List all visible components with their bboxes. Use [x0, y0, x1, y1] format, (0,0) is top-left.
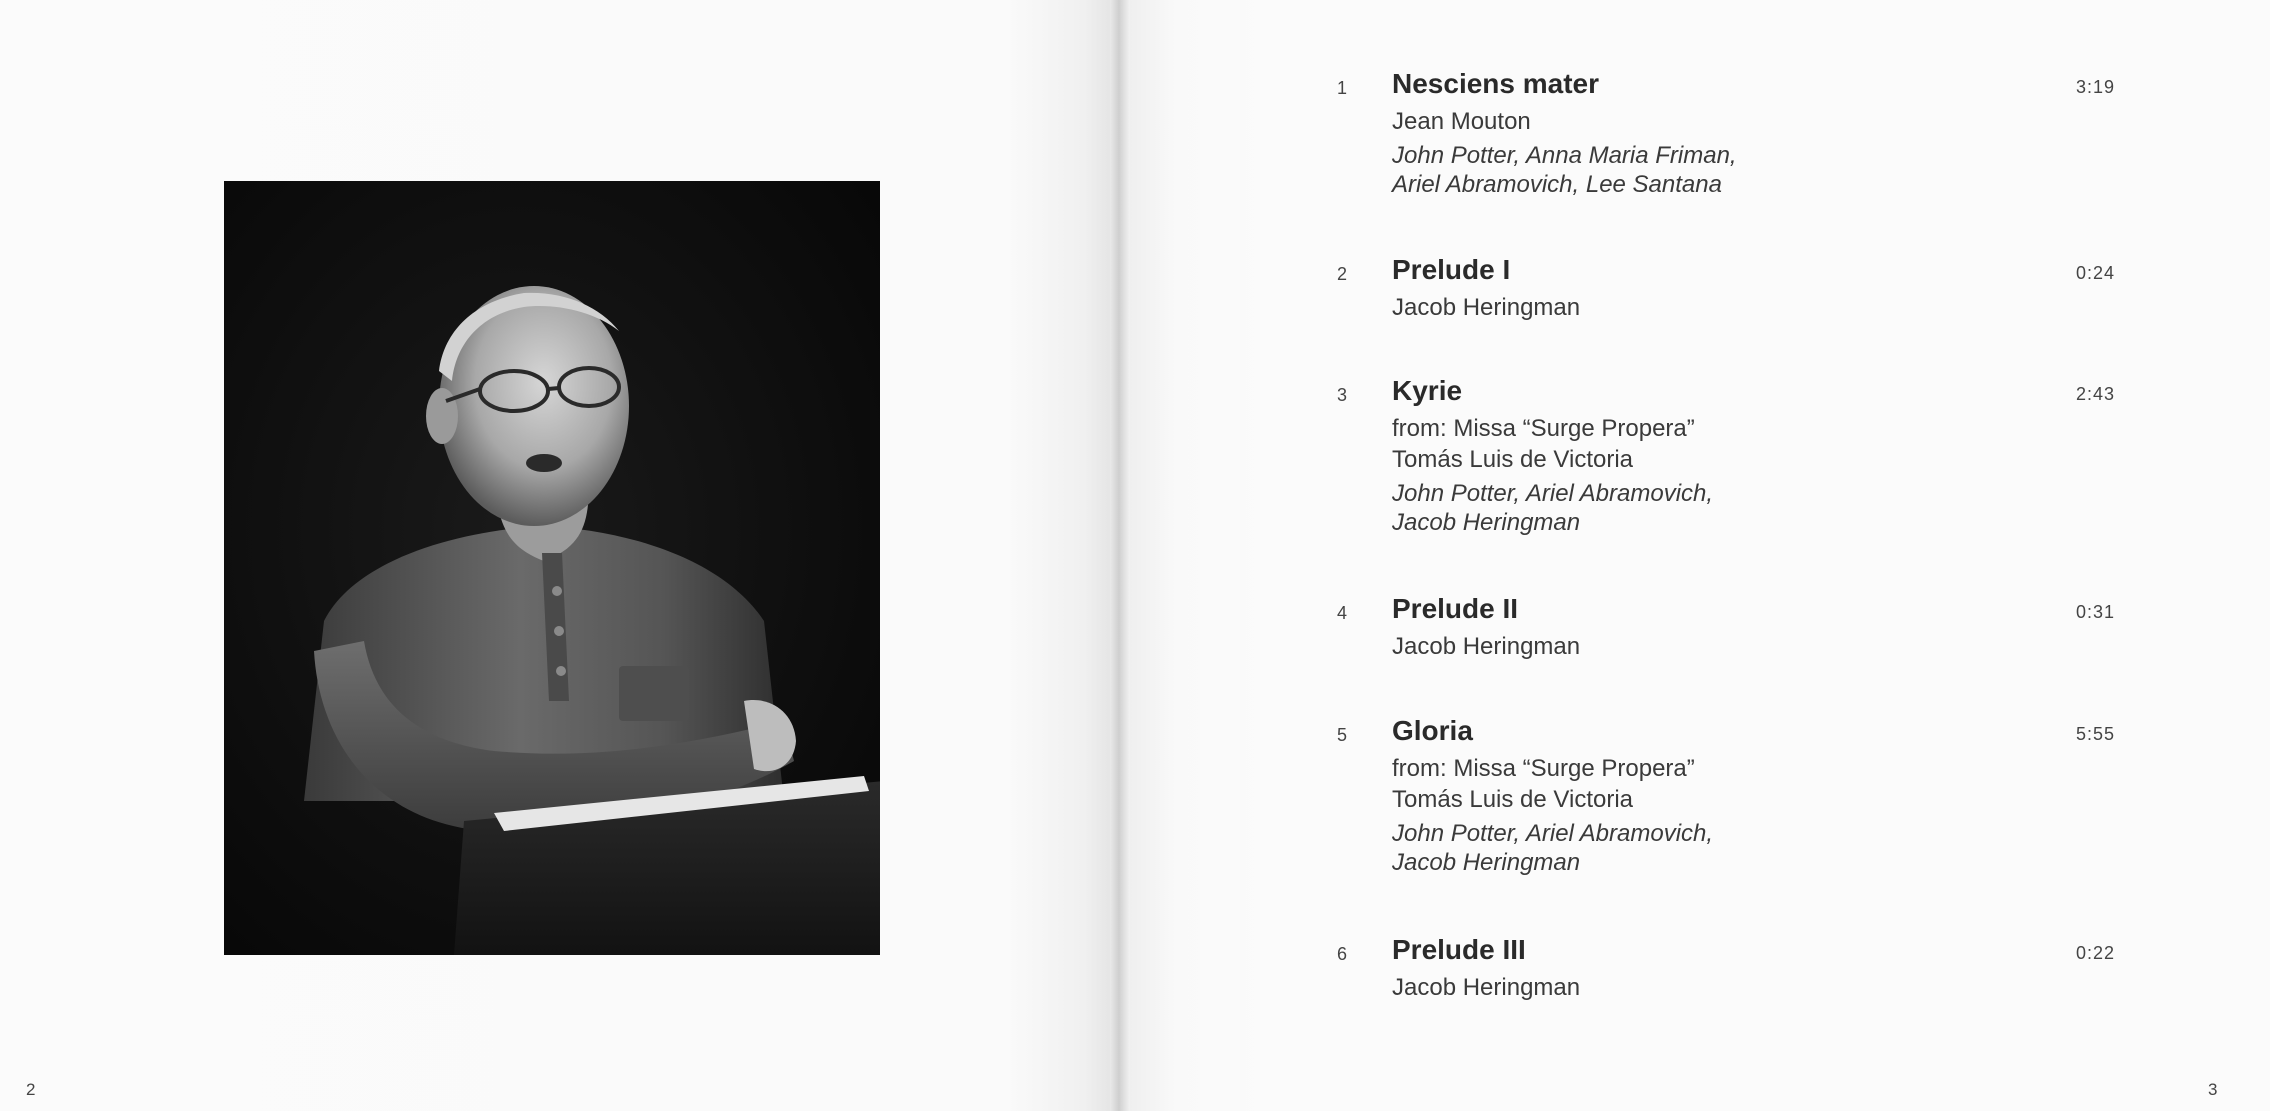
track-performers [1392, 141, 1737, 199]
track-duration: 0:22 [2076, 943, 2116, 963]
track-credit-line: from: Missa “Surge Propera” [1392, 415, 1695, 442]
page-number-left: 2 [26, 1080, 36, 1099]
track-performer-line: Jacob Heringman [1392, 509, 1581, 536]
track-details [1392, 753, 1713, 877]
track-performer-line: John Potter, Anna Maria Friman, [1392, 142, 1737, 169]
track-number: 1 [1336, 78, 1347, 98]
track-duration: 0:24 [2076, 263, 2116, 283]
track-credit-line: from: Missa “Surge Propera” [1392, 755, 1695, 782]
track-credit-line: Jean Mouton [1392, 108, 1531, 135]
track-title: Kyrie [1392, 375, 1463, 406]
track-number: 2 [1336, 264, 1347, 284]
track-performer-line: Jacob Heringman [1392, 849, 1581, 876]
book-gutter [1110, 0, 1130, 1111]
track-duration: 3:19 [2076, 77, 2116, 97]
track-number: 6 [1336, 944, 1347, 964]
track-details [1392, 631, 1580, 662]
track-title: Prelude I [1392, 254, 1511, 285]
track-number: 5 [1336, 725, 1347, 745]
track-title: Prelude II [1392, 593, 1519, 624]
track-number: 3 [1336, 385, 1347, 405]
portrait-photo [224, 181, 880, 955]
track-duration: 2:43 [2076, 384, 2116, 404]
left-page [0, 0, 1118, 1111]
page-number-right: 3 [2208, 1080, 2218, 1099]
track-title: Nesciens mater [1392, 68, 1600, 99]
track-details [1392, 413, 1713, 537]
track-title: Gloria [1392, 715, 1473, 746]
track-number: 4 [1336, 603, 1347, 623]
portrait-photo-image [224, 181, 880, 955]
track-performers [1392, 479, 1713, 537]
track-credit-line: Jacob Heringman [1392, 294, 1581, 321]
track-performer-line: John Potter, Ariel Abramovich, [1392, 480, 1714, 507]
track-details [1392, 972, 1580, 1003]
track-duration: 0:31 [2076, 602, 2116, 622]
track-details [1392, 292, 1580, 323]
track-credit-line: Tomás Luis de Victoria [1392, 446, 1634, 473]
track-title: Prelude III [1392, 934, 1526, 965]
track-duration: 5:55 [2076, 724, 2116, 744]
track-performer-line: John Potter, Ariel Abramovich, [1392, 820, 1714, 847]
track-credit-line: Jacob Heringman [1392, 633, 1581, 660]
track-credit-line: Tomás Luis de Victoria [1392, 786, 1634, 813]
track-credit-line: Jacob Heringman [1392, 974, 1581, 1001]
track-details [1392, 106, 1737, 199]
track-performer-line: Ariel Abramovich, Lee Santana [1392, 171, 1722, 198]
track-performers [1392, 819, 1713, 877]
